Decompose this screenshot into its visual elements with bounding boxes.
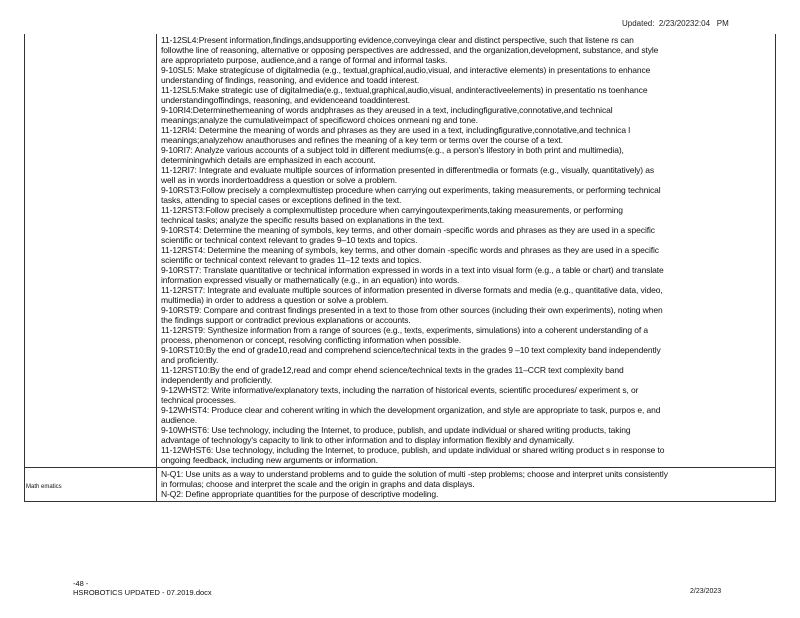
ela-standards-row [25,34,776,468]
standard-line: advantage of technology's capacity to link to other information and to display information flexibly and dynamically. [161,435,575,445]
subject-mathematics: Math ematics [25,468,157,502]
standard-line: independently and proficiently. [161,375,273,385]
standard-line: 11-12RST7: Integrate and evaluate multiple sources of information presented in diverse formats and media (e.g., quantitative data, video, [161,285,663,295]
standard-line: 11-12RST10:By the end of grade12,read and compr ehend science/technical texts in the grades 11–CCR text complexity band [161,365,624,375]
standard-line: 9-12WHST2: Write informative/explanatory texts, including the narration of historical events, scientific procedures/ experiment s, or [161,385,639,395]
standard-line: understandingoffindings, reasoning, and evidenceand toaddinterest. [161,95,410,105]
standard-line: ongoing feedback, including new arguments or information. [161,455,378,465]
standard-line: 11-12WHST6: Use technology, including the Internet, to produce, publish, and update individual or shared writing product s in response to [161,445,665,455]
standard-line: 9-10RI7: Analyze various accounts of a subject told in different mediums(e.g., a person's lifestory in both print and multimedia), [161,145,624,155]
standard-line: understanding of findings, reasoning, and evidence and toadd interest. [161,75,420,85]
math-standards-cell [157,468,776,502]
standard-line: 9-10RST7: Translate quantitative or technical information expressed in words in a text into visual form (e.g., a table or chart) and translate [161,265,664,275]
file-name: HSROBOTICS UPDATED - 07.2019.docx [73,588,212,597]
standard-line: and proficiently. [161,355,219,365]
standard-line: information expressed visually or mathematically (e.g., in an equation) into words. [161,275,460,285]
standard-line: 11-12SL5:Make strategic use of digitalmedia(e.g., textual,graphical,audio,visual, andinteractiveelements) in presentatio ns toenhance [161,85,648,95]
standard-line: determiningwhich details are emphasized in each account. [161,155,376,165]
page-number: -48 - [73,579,89,588]
standard-line: 9-12WHST4: Produce clear and coherent writing in which the development organization, and style are appropriate to task, purpos e, and [161,405,661,415]
standard-line: 9-10SL5: Make strategicuse of digitalmedia (e.g., textual,graphical,audio,visual, and interactive elements) in presentations to enhance [161,65,651,75]
standard-line: N-Q2: Define appropriate quantities for the purpose of descriptive modeling. [161,489,439,499]
standard-line: scientific or technical context relevant to grades 11–12 texts and topics. [161,255,422,265]
standard-line: 11-12RI7: Integrate and evaluate multiple sources of information presented in differentmedia or formats (e.g., visually, quantitatively) as [161,165,655,175]
ela-standards-cell [157,34,776,468]
updated-timestamp: Updated: 2/23/20232:04 PM [622,19,729,28]
standard-line: 9-10RI4:Determinethemeaning of words andphrases as they areused in a text, includingfigurative,connotative,and technical [161,105,613,115]
standard-line: 9-10RST9: Compare and contrast findings presented in a text to those from other sources (including their own experiments), noting when [161,305,663,315]
standard-line: scientific or technical context relevant to grades 9–10 texts and topics. [161,235,418,245]
standard-line: 11-12RST4: Determine the meaning of symbols, key terms, and other domain -specific words and phrases as they are used in a specific [161,245,659,255]
standard-line: N-Q1: Use units as a way to understand problems and to guide the solution of multi -step problems; choose and interpret units consistently [161,469,668,479]
standard-line: technical processes. [161,395,237,405]
standard-line: 9-10RST3:Follow precisely a complexmultistep procedure when carrying out experiments, taking measurements, or performing technical [161,185,661,195]
footer-date: 2/23/2023 [690,588,722,595]
standard-line: well as in words inordertoaddress a question or solve a problem. [161,175,397,185]
footer-left [73,579,212,597]
standard-line: 11-12SL4:Present information,findings,andsupporting evidence,conveyinga clear and distinct perspective, such that listene rs can [161,35,634,45]
standard-line: 11-12RST3:Follow precisely a complexmultistep procedure when carryingoutexperiments,taking measurements, or performing [161,205,623,215]
standard-line: audience. [161,415,197,425]
standards-table [24,34,776,502]
standard-line: 9-10RST4: Determine the meaning of symbols, key terms, and other domain -specific words and phrases as they are used in a specific [161,225,655,235]
math-standards-row [25,468,776,502]
standard-line: meanings;analyzehow anauthoruses and refines the meaning of a key term or terms over the course of a text. [161,135,563,145]
standard-line: 11-12RI4: Determine the meaning of words and phrases as they are used in a text, includingfigurative,connotative,and technica l [161,125,631,135]
standard-line: 11-12RST9: Synthesize information from a range of sources (e.g., texts, experiments, simulations) into a coherent understanding of a [161,325,648,335]
standard-line: technical tasks; analyze the specific results based on explanations in the text. [161,215,445,225]
standard-line: process, phenomenon or concept, resolving conflicting information when possible. [161,335,462,345]
standard-line: in formulas; choose and interpret the scale and the origin in graphs and data displays. [161,479,475,489]
standard-line: multimedia) in order to address a question or solve a problem. [161,295,389,305]
standard-line: the findings support or contradict previous explanations or accounts. [161,315,411,325]
subject-cell-empty [25,34,157,468]
standard-line: 9-10RST10:By the end of grade10,read and comprehend science/technical texts in the grades 9 –10 text complexity band independently [161,345,661,355]
standard-line: 9-10WHST6: Use technology, including the Internet, to produce, publish, and update individual or shared writing products, taking [161,425,631,435]
standard-line: meanings;analyze the cumulativeimpact of specificword choices onmeani ng and tone. [161,115,478,125]
standard-line: are appropriateto purpose, audience,and a range of formal and informal tasks. [161,55,448,65]
standard-line: followthe line of reasoning, alternative or opposing perspectives are addressed, and the organization,development, substance, and style [161,45,659,55]
standard-line: tasks, attending to special cases or exceptions defined in the text. [161,195,402,205]
